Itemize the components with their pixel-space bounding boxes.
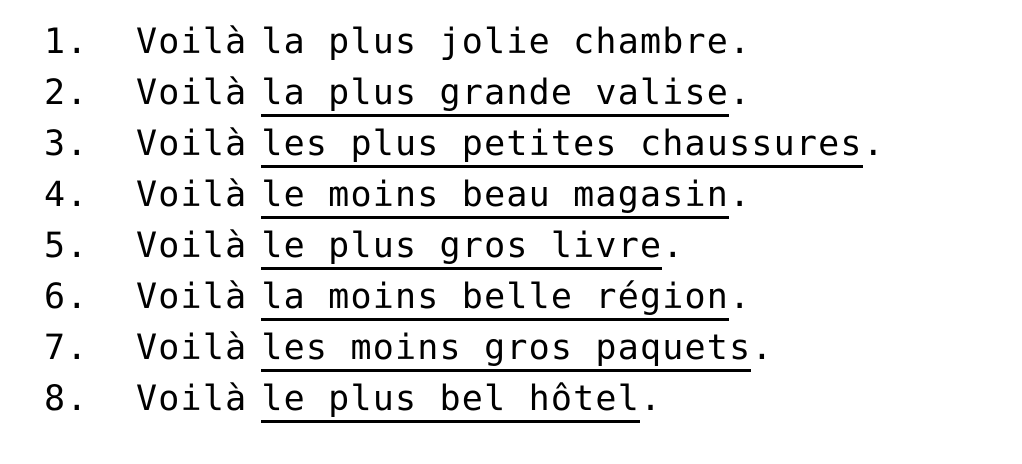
- sentence-stem: Voilà: [136, 175, 248, 215]
- item-number: 2.: [44, 73, 89, 113]
- answer-text: le moins beau magasin: [261, 175, 729, 219]
- item-number: 1.: [44, 22, 89, 62]
- sentence-stem: Voilà: [136, 328, 248, 368]
- list-item: [44, 328, 1022, 379]
- sentence-stem: Voilà: [136, 379, 248, 419]
- list-item: [44, 22, 1022, 73]
- list-item: [44, 379, 1022, 430]
- list-item: [44, 124, 1022, 175]
- sentence-stem: Voilà: [136, 22, 248, 62]
- item-number: 7.: [44, 328, 89, 368]
- list-item: [44, 175, 1022, 226]
- item-number: 4.: [44, 175, 89, 215]
- item-number: 3.: [44, 124, 89, 164]
- answer-text: la plus grande valise: [261, 73, 729, 117]
- answer-text: les plus petites chaussures: [261, 124, 862, 168]
- list-item: [44, 226, 1022, 277]
- item-number: 5.: [44, 226, 89, 266]
- sentence-period: .: [751, 328, 774, 368]
- sentence-period: .: [729, 73, 752, 113]
- sentence-period: .: [862, 124, 885, 164]
- answer-text: le plus bel hôtel: [261, 379, 640, 423]
- answer-text: les moins gros paquets: [261, 328, 751, 372]
- sentence-period: .: [729, 175, 752, 215]
- answer-text: la plus jolie chambre: [261, 22, 730, 62]
- sentence-stem: Voilà: [136, 226, 248, 266]
- list-item: [44, 73, 1022, 124]
- exercise-list: [44, 22, 1022, 430]
- sentence-period: .: [729, 277, 752, 317]
- answer-text: la moins belle région: [261, 277, 729, 321]
- sentence-period: .: [662, 226, 685, 266]
- item-number: 6.: [44, 277, 89, 317]
- answer-text: le plus gros livre: [261, 226, 662, 270]
- sentence-period: .: [729, 22, 752, 62]
- list-item: [44, 277, 1022, 328]
- sentence-stem: Voilà: [136, 277, 248, 317]
- item-number: 8.: [44, 379, 89, 419]
- sentence-stem: Voilà: [136, 124, 248, 164]
- sentence-stem: Voilà: [136, 73, 248, 113]
- sentence-period: .: [639, 379, 663, 419]
